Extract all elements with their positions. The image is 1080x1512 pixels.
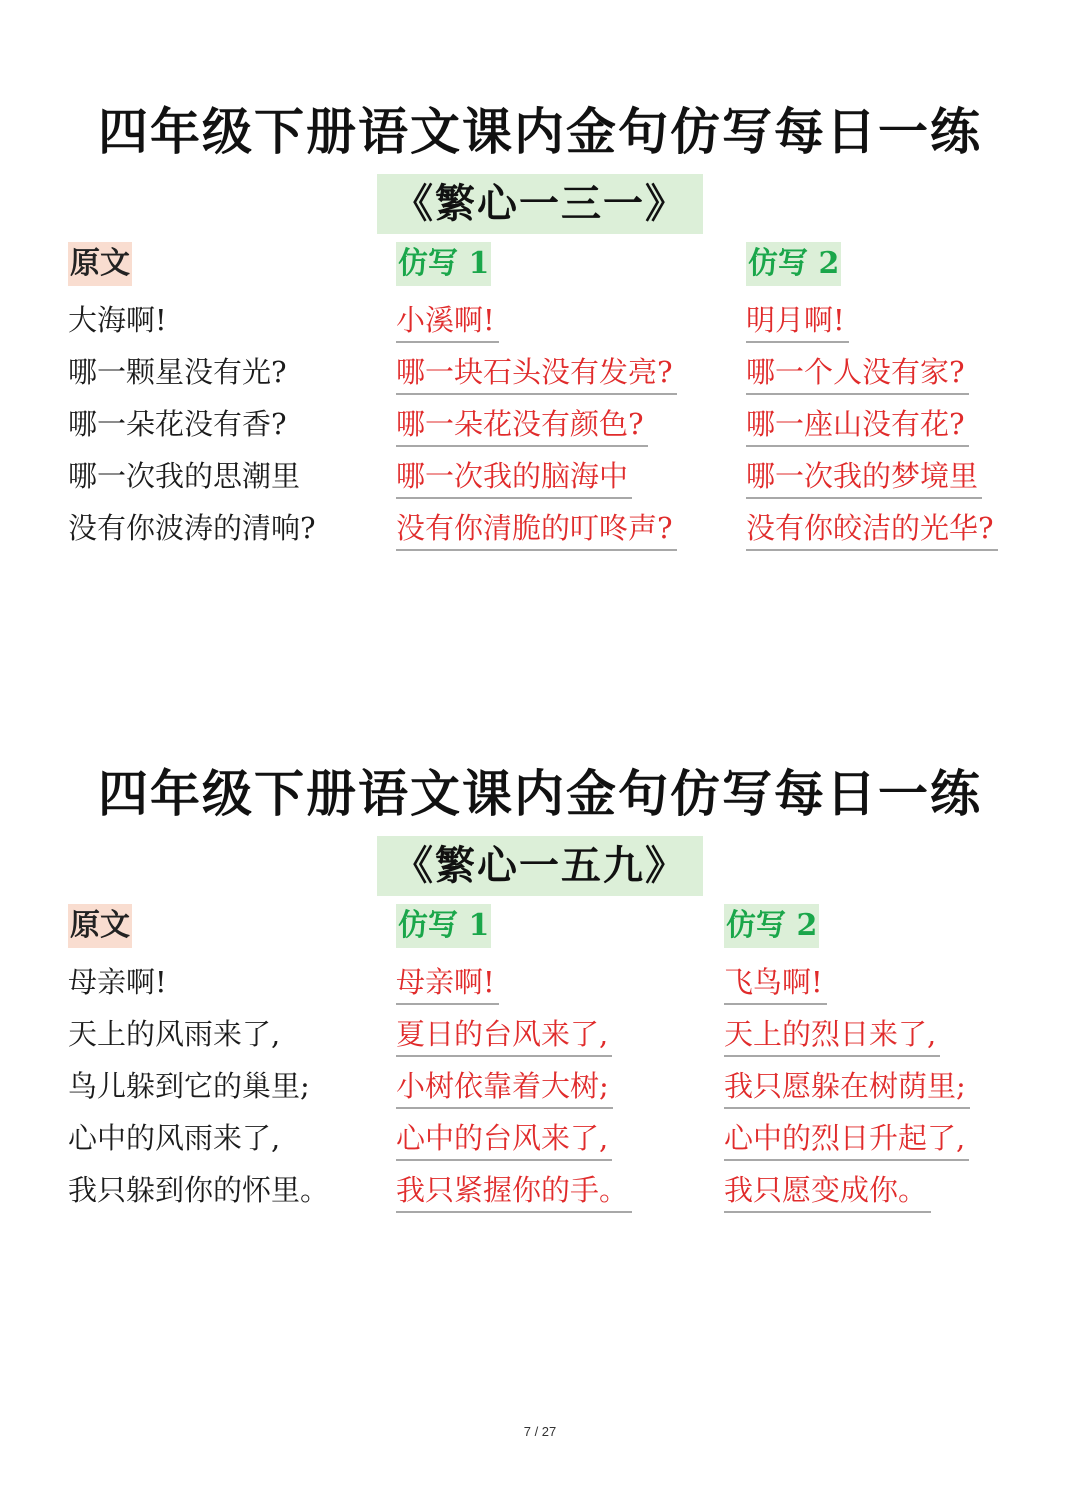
columns bbox=[0, 904, 1080, 1244]
variant2-line: 飞鸟啊! bbox=[724, 961, 827, 1005]
variant2-line: 心中的烈日升起了, bbox=[724, 1117, 969, 1161]
original-line: 我只躲到你的怀里。 bbox=[68, 1173, 330, 1207]
variant1-line: 小溪啊! bbox=[396, 299, 499, 343]
variant2-line: 哪一个人没有家? bbox=[746, 351, 969, 395]
original-line: 母亲啊! bbox=[68, 965, 167, 999]
variant2-line: 哪一次我的梦境里 bbox=[746, 455, 982, 499]
original-line: 大海啊! bbox=[68, 303, 167, 337]
section-subtitle: 《繁心一三一》 bbox=[377, 174, 703, 234]
section-2 bbox=[0, 762, 1080, 1244]
variant1-header: 仿写 1 bbox=[396, 904, 491, 948]
section-title: 四年级下册语文课内金句仿写每日一练 bbox=[98, 764, 982, 823]
section-subtitle: 《繁心一五九》 bbox=[377, 836, 703, 896]
variant2-line: 哪一座山没有花? bbox=[746, 403, 969, 447]
variant2-line: 我只愿躲在树荫里; bbox=[724, 1065, 970, 1109]
variant1-column bbox=[396, 242, 677, 550]
variant1-line: 哪一次我的脑海中 bbox=[396, 455, 632, 499]
section-1 bbox=[0, 100, 1080, 582]
variant2-line: 天上的烈日来了, bbox=[724, 1013, 940, 1057]
page-number: 7 / 27 bbox=[523, 1424, 557, 1439]
variant1-line: 母亲啊! bbox=[396, 961, 499, 1005]
original-header: 原文 bbox=[68, 242, 132, 286]
original-line: 哪一次我的思潮里 bbox=[68, 459, 301, 493]
variant2-line: 我只愿变成你。 bbox=[724, 1169, 931, 1213]
variant2-line: 没有你皎洁的光华? bbox=[746, 507, 998, 551]
variant2-column bbox=[746, 242, 998, 550]
variant1-header: 仿写 1 bbox=[396, 242, 491, 286]
variant2-header: 仿写 2 bbox=[724, 904, 819, 948]
original-line: 没有你波涛的清响? bbox=[68, 511, 316, 545]
variant2-column bbox=[724, 904, 970, 1212]
variant1-line: 小树依靠着大树; bbox=[396, 1065, 613, 1109]
variant2-line: 明月啊! bbox=[746, 299, 849, 343]
variant2-header: 仿写 2 bbox=[746, 242, 841, 286]
variant1-line: 哪一块石头没有发亮? bbox=[396, 351, 677, 395]
variant1-line: 没有你清脆的叮咚声? bbox=[396, 507, 677, 551]
variant1-line: 夏日的台风来了, bbox=[396, 1013, 612, 1057]
variant1-column bbox=[396, 904, 632, 1212]
original-line: 哪一朵花没有香? bbox=[68, 407, 287, 441]
original-column bbox=[68, 904, 329, 1212]
original-line: 心中的风雨来了, bbox=[68, 1121, 281, 1155]
original-line: 哪一颗星没有光? bbox=[68, 355, 287, 389]
original-line: 鸟儿躲到它的巢里; bbox=[68, 1069, 310, 1103]
subtitle-wrap bbox=[0, 174, 1080, 234]
original-line: 天上的风雨来了, bbox=[68, 1017, 281, 1051]
variant1-line: 心中的台风来了, bbox=[396, 1117, 612, 1161]
variant1-line: 我只紧握你的手。 bbox=[396, 1169, 632, 1213]
columns bbox=[0, 242, 1080, 582]
section-title: 四年级下册语文课内金句仿写每日一练 bbox=[98, 102, 982, 161]
subtitle-wrap bbox=[0, 836, 1080, 896]
original-column bbox=[68, 242, 316, 550]
variant1-line: 哪一朵花没有颜色? bbox=[396, 403, 648, 447]
original-header: 原文 bbox=[68, 904, 132, 948]
